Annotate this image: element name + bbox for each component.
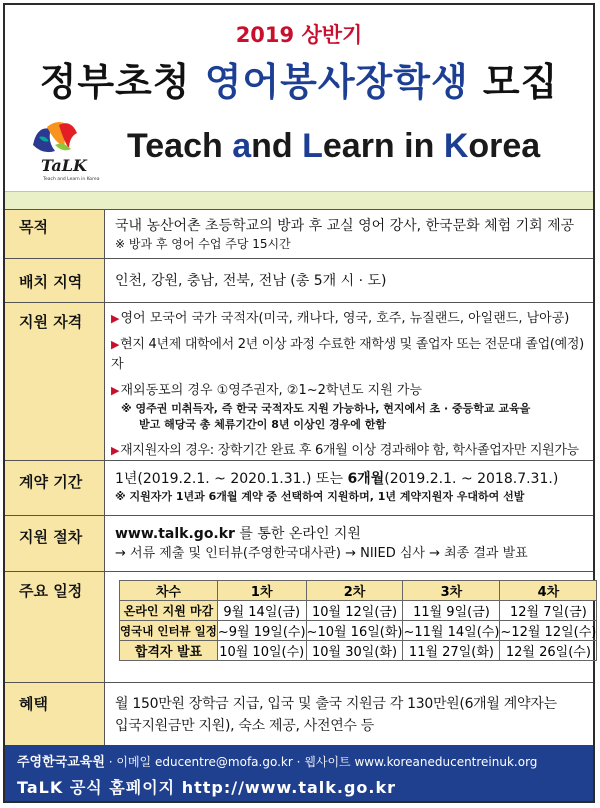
table-cell: 10월 12일(금): [306, 601, 403, 621]
procedure-steps: → 서류 제출 및 인터뷰(주영한국대사관) → NIIED 심사 → 최종 결과 발표: [115, 546, 528, 561]
table-cell: 온라인 지원 마감: [120, 601, 218, 621]
row-procedure: [5, 515, 593, 571]
website-link[interactable]: www.koreaneducentreinuk.org: [354, 755, 538, 769]
page-title: [5, 51, 593, 106]
table-header: 차수: [120, 581, 218, 601]
contract-note: ※ 지원자가 1년과 6개월 계약 중 선택하여 지원하며, 1년 계약지원자 우대하여 선발: [115, 490, 525, 503]
triangle-icon: ▶: [111, 312, 120, 325]
eligibility-item: ▶재지원자의 경우: 장학기간 완료 후 6개월 이상 경과해야 함, 학사졸업자만 지원가능: [111, 443, 579, 458]
table-header: 2차: [306, 581, 403, 601]
title-part2: 영어봉사장학생: [204, 60, 469, 104]
slogan: Teach and Learn in Korea: [127, 127, 541, 165]
region-text: 인천, 강원, 충남, 전북, 전남 (총 5개 시 · 도): [115, 273, 387, 289]
label-eligibility: 지원 자격: [5, 303, 105, 460]
table-cell: 합격자 발표: [120, 641, 218, 661]
header: [5, 5, 593, 191]
label-benefits: 혜택: [5, 683, 105, 745]
eligibility-note-1: ※ 영주권 미취득자, 즉 한국 국적자도 지원 가능하나, 현지에서 초 · 중등학교 교육을: [121, 402, 531, 415]
poster: [3, 3, 595, 803]
table-header: 3차: [403, 581, 500, 601]
benefits-line-2: 입국지원금만 지원), 숙소 제공, 사전연수 등: [115, 718, 375, 734]
table-cell: 12월 26일(수): [500, 641, 597, 661]
table-cell: 영국내 인터뷰 일정: [120, 621, 218, 641]
row-purpose: [5, 209, 593, 258]
eligibility-item: ▶재외동포의 경우 ①영주권자, ②1~2학년도 지원 가능: [111, 383, 423, 398]
table-cell: 10월 30일(화): [306, 641, 403, 661]
table-cell: 10월 10일(수): [217, 641, 306, 661]
table-row: [120, 621, 597, 641]
procedure-text: www.talk.go.kr 를 통한 온라인 지원: [115, 526, 361, 542]
header-band: [5, 191, 593, 210]
talk-logo: [25, 115, 115, 185]
table-row: [120, 641, 597, 661]
table-header: 4차: [500, 581, 597, 601]
logo-text: TaLK: [41, 156, 87, 175]
eligibility-item: ▶영어 모국어 국가 국적자(미국, 캐나다, 영국, 호주, 뉴질랜드, 아일랜드, 남아공): [111, 311, 570, 326]
table-cell: ~11월 14일(수): [403, 621, 500, 641]
table-cell: 9월 14일(금): [217, 601, 306, 621]
label-purpose: 목적: [5, 210, 105, 258]
schedule-table: [119, 580, 597, 661]
footer-org: 주영한국교육원: [17, 755, 105, 770]
row-contract: [5, 460, 593, 515]
table-cell: ~12월 12일(수): [500, 621, 597, 641]
subtitle: 2019 상반기: [235, 23, 363, 47]
footer: [5, 745, 593, 801]
label-region: 배치 지역: [5, 259, 105, 302]
logo-subtext: Teach and Learn in Korea: [43, 177, 100, 182]
table-cell: 11월 27일(화): [403, 641, 500, 661]
triangle-icon: ▶: [111, 338, 120, 351]
row-eligibility: [5, 302, 593, 460]
table-header: 1차: [217, 581, 306, 601]
table-cell: 12월 7일(금): [500, 601, 597, 621]
purpose-text: 국내 농산어촌 초등학교의 방과 후 교실 영어 강사, 한국문화 체험 기회 제공: [115, 218, 575, 234]
talk-url-link[interactable]: www.talk.go.kr: [115, 526, 235, 542]
label-procedure: 지원 절차: [5, 516, 105, 571]
table-cell: ~9월 19일(수): [217, 621, 306, 641]
label-schedule: 주요 일정: [5, 572, 105, 682]
eligibility-item: ▶현지 4년제 대학에서 2년 이상 과정 수료한 재학생 및 졸업자 또는 전문대 졸업(예정)자: [111, 337, 584, 372]
contract-text: 1년(2019.2.1. ~ 2020.1.31.) 또는 6개월(2019.2.1. ~ 2018.7.31.): [115, 471, 559, 487]
purpose-note: ※ 방과 후 영어 수업 주당 15시간: [115, 237, 291, 251]
triangle-icon: ▶: [111, 444, 120, 457]
label-contract: 계약 기간: [5, 461, 105, 515]
benefits-line-1: 월 150만원 장학금 지급, 입국 및 출국 지원금 각 130만원(6개월 계약자는: [115, 696, 557, 712]
table-cell: ~10월 16일(화): [306, 621, 403, 641]
table-row: [120, 581, 597, 601]
row-benefits: [5, 682, 593, 745]
footer-contact: 주영한국교육원 · 이메일 educentre@mofa.go.kr · 웹사이트 www.koreaneducentreinuk.org: [17, 755, 538, 770]
table-row: [120, 601, 597, 621]
eligibility-note-2: 받고 해당국 총 체류기간이 8년 이상인 경우에 한함: [139, 418, 386, 431]
homepage-link[interactable]: TaLK 공식 홈페이지 http://www.talk.go.kr: [17, 778, 397, 797]
row-schedule: [5, 571, 597, 682]
triangle-icon: ▶: [111, 384, 120, 397]
row-region: [5, 258, 593, 302]
email-link[interactable]: educentre@mofa.go.kr: [154, 755, 293, 769]
title-part1: 정부초청: [39, 60, 191, 104]
table-cell: 11월 9일(금): [403, 601, 500, 621]
title-part3: 모집: [482, 60, 559, 104]
